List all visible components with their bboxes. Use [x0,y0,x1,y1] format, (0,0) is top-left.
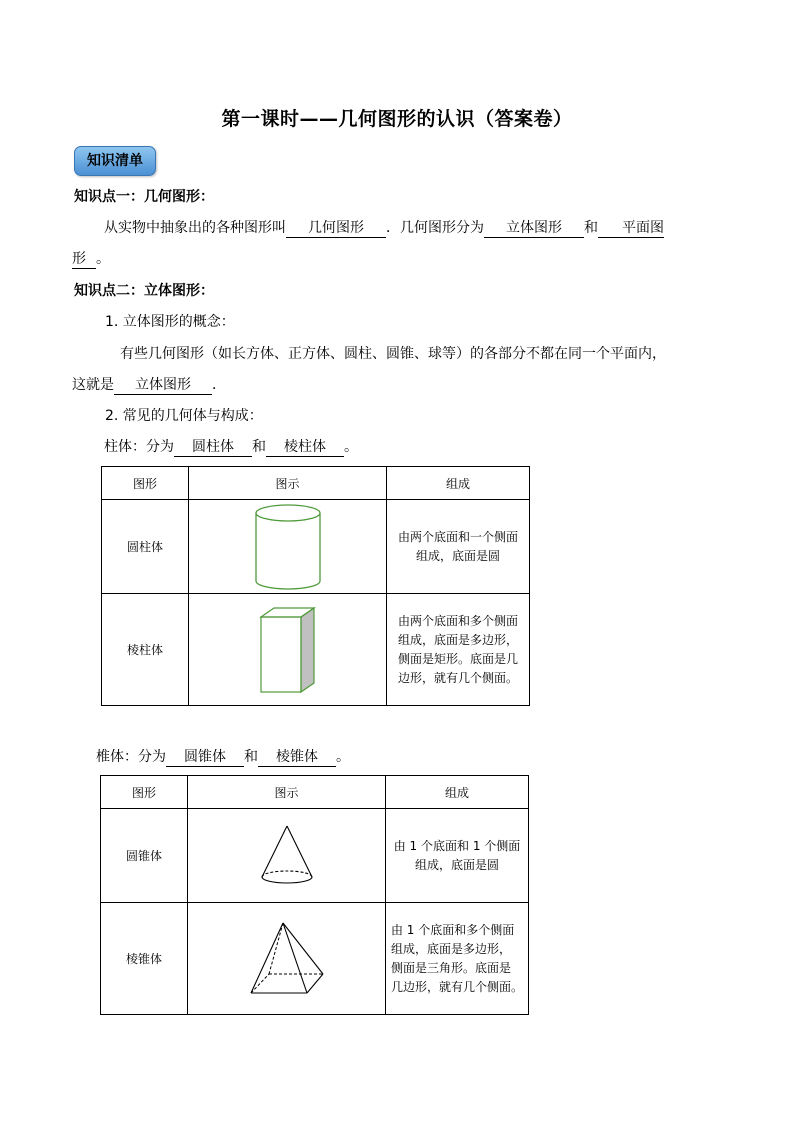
kp1-line2-end: 。 [96,251,110,267]
table2-header-diagram: 图示 [188,776,386,809]
table1-header-diagram: 图示 [189,467,387,500]
desc-line: 组成，底面是多边形， [397,632,518,647]
kp1-text-c: 和 [584,220,598,236]
desc-line: 由 1 个底面和 1 个侧面 [393,838,521,853]
pyramid-line-end: 。 [336,749,350,765]
answer-cylinder: 圆柱体 [174,438,252,457]
kp2-item2: 2. 常见的几何体与构成： [105,408,263,424]
pyramid-line-and: 和 [244,749,258,765]
kp1-line1 [104,217,664,238]
table-row [101,903,529,1015]
desc-line: 组成，底面是圆 [415,548,500,563]
pyramid-category-line [96,746,350,767]
row-name: 圆柱体 [102,500,189,594]
desc-line: 由 1 个底面和多个侧面 [390,922,515,937]
page-title: 第一课时——几何图形的认识（答案卷） [221,108,573,130]
kp1-line2 [72,248,110,269]
prism-icon [189,594,387,706]
answer-plane-part1: 平面图 [598,219,664,238]
answer-prism: 棱柱体 [266,438,344,457]
pyramid-table [100,775,529,1015]
cylinder-icon [189,500,387,594]
prism-line-label: 柱体：分为 [104,439,174,455]
desc-line: 组成，底面是多边形， [390,941,511,956]
row-name: 圆锥体 [101,809,188,903]
desc-line: 侧面是三角形。底面是 [390,960,511,975]
kp2-heading: 知识点二：立体图形： [74,283,214,299]
kp2-paragraph-line1: 有些几何图形（如长方体、正方体、圆柱、圆锥、球等）的各部分不都在同一个平面内， [120,346,666,362]
desc-line: 边形，就有几个侧面。 [397,670,518,685]
table-row [102,594,530,706]
row-composition [386,903,529,1015]
answer-solid-figure: 立体图形 [114,376,212,395]
kp1-text-b: ．几何图形分为 [386,220,484,236]
cone-icon [188,809,386,903]
table-row [102,500,530,594]
row-name: 棱锥体 [101,903,188,1015]
desc-line: 侧面是矩形。底面是几 [397,651,518,666]
answer-cone: 圆锥体 [166,748,244,767]
answer-geometric: 几何图形 [286,219,386,238]
answer-plane-part2: 形 [72,250,96,269]
pyramid-line-label: 椎体：分为 [96,749,166,765]
table2-header-composition: 组成 [386,776,529,809]
row-name: 棱柱体 [102,594,189,706]
desc-line: 由两个底面和一个侧面 [397,529,518,544]
row-composition [387,500,530,594]
kp1-heading: 知识点一：几何图形： [74,189,214,205]
prism-line-and: 和 [252,439,266,455]
table2-header-figure: 图形 [101,776,188,809]
row-composition [386,809,529,903]
desc-line: 由两个底面和多个侧面 [397,613,518,628]
kp2-item1: 1. 立体图形的概念： [105,314,235,330]
table-row [101,809,529,903]
desc-line: 几边形，就有几个侧面。 [390,979,523,994]
row-composition [387,594,530,706]
kp2-para-start: 这就是 [72,377,114,393]
kp2-para-end: ． [212,377,226,393]
answer-solid: 立体图形 [484,219,584,238]
section-badge: 知识清单 [74,146,156,176]
kp1-text-a: 从实物中抽象出的各种图形叫 [104,220,286,236]
table1-header-figure: 图形 [102,467,189,500]
kp2-paragraph-line2 [72,374,226,395]
prism-table [101,466,530,706]
prism-line-end: 。 [344,439,358,455]
desc-line: 组成，底面是圆 [414,857,499,872]
prism-category-line [104,436,358,457]
table1-header-composition: 组成 [387,467,530,500]
answer-pyramid: 棱锥体 [258,748,336,767]
pyramid-icon [188,903,386,1015]
